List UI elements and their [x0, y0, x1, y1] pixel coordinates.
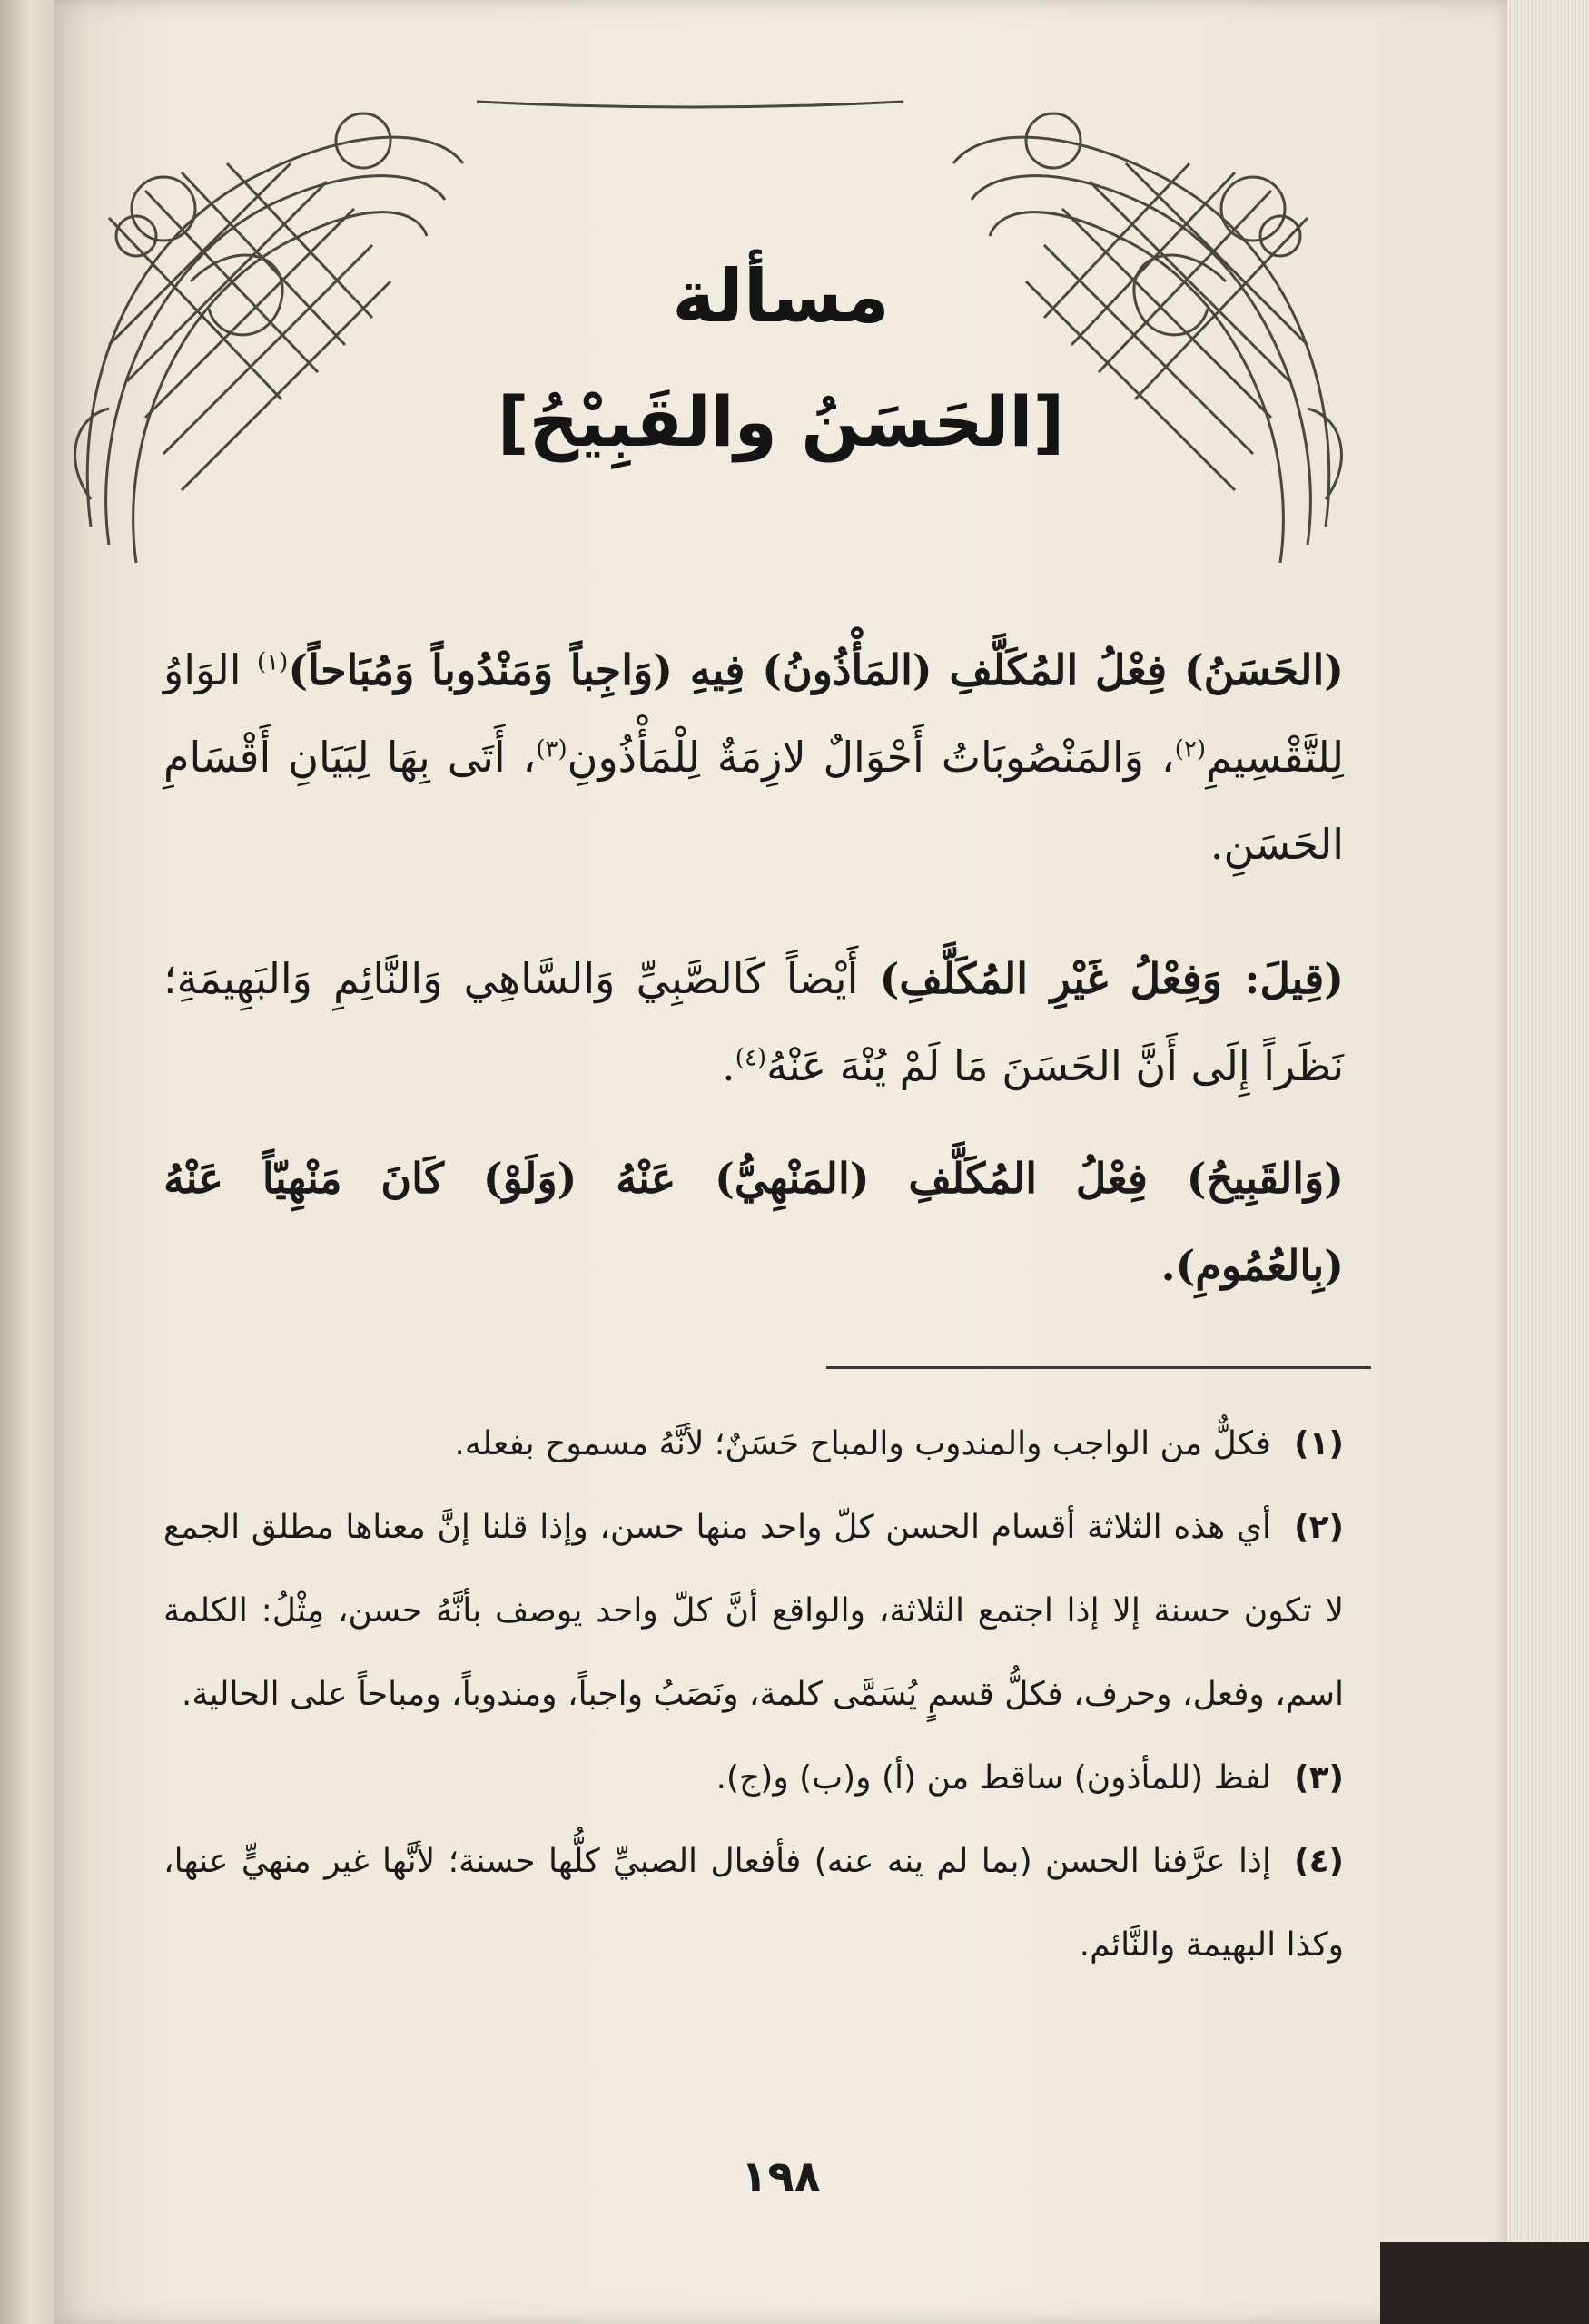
footnote-ref-4: (٤) [735, 1044, 767, 1072]
footnote-ref-3: (٣) [536, 735, 568, 763]
para2-part0: (قِيلَ: وَفِعْلُ غَيْرِ المُكَلَّفِ) [879, 954, 1345, 1003]
footnote-text: إذا عرَّفنا الحسن (بما لم ينه عنه) فأفعال الصبيِّ كلُّها حسنة؛ لأنَّها غير منهيٍّ عنها، وكذا البهيمة والنَّائم. [163, 1843, 1344, 1964]
footnote-number: (١) [1294, 1425, 1344, 1462]
para3-part0: (وَالقَبِيحُ) فِعْلُ المُكَلَّفِ (المَنْهِيُّ) عَنْهُ (وَلَوْ) كَانَ مَنْهِيّاً عَنْهُ (بِالعُمُومِ). [163, 1154, 1344, 1290]
para1-part4: ، وَالمَنْصُوبَاتُ أَحْوَالٌ لازِمَةٌ لِلْمَأْذُونِ [567, 733, 1175, 782]
footnote-number: (٢) [1294, 1509, 1344, 1546]
footnote-number: (٤) [1294, 1843, 1344, 1880]
para2-part3: . [722, 1041, 735, 1090]
footnote-text: فكلٌّ من الواجب والمندوب والمباح حَسَنٌ؛ لأنَّهُ مسموح بفعله. [454, 1425, 1271, 1462]
footnote-ref-2: (٢) [1174, 735, 1207, 763]
footnote-ref-1: (١) [257, 648, 289, 676]
footnote-2 [163, 1486, 1344, 1737]
para2-part1: أَيْضاً كَالصَّبِيِّ وَالسَّاهِي وَالنَّائِمِ وَالبَهِيمَةِ؛ نَظَراً إِلَى أَنَّ الحَسَنَ مَا لَمْ يُنْهَ عَنْهُ [163, 954, 1344, 1090]
para1-part0: (الحَسَنُ) فِعْلُ المُكَلَّفِ (المَأْذُونُ) فِيهِ (وَاجِباً وَمَنْدُوباً وَمُبَاحاً) [288, 645, 1344, 694]
background-surface [1380, 2242, 1589, 2324]
footnote-text: لفظ (للمأذون) ساقط من (أ) و(ب) و(ج). [716, 1759, 1271, 1797]
book-page [54, 0, 1507, 2324]
footnote-3 [163, 1737, 1344, 1820]
footnote-number: (٣) [1294, 1759, 1344, 1797]
footnotes [163, 1403, 1344, 1987]
paragraph-3 [163, 1135, 1344, 1309]
paragraph-1 [163, 626, 1344, 888]
chapter-subtitle: [الحَسَنُ والقَبِيْحُ] [497, 381, 1065, 462]
paragraph-2 [163, 935, 1344, 1109]
footnote-1 [163, 1403, 1344, 1486]
page-number: ١٩٨ [741, 2152, 821, 2202]
footnote-separator [826, 1366, 1371, 1369]
left-page-edge [0, 0, 54, 2324]
footnote-text: أي هذه الثلاثة أقسام الحسن كلّ واحد منها حسن، وإذا قلنا إنَّ معناها مطلق الجمع لا تكون حسنة إلا إذا اجتمع الثلاثة، والواقع أنَّ كلّ واحد يوصف بأنَّهُ حسن، مِثْلُ: الكلمة اسم، وفعل، وحرف، فكلُّ قسمٍ يُسَمَّى كلمة، ونَصَبُ واجباً، ومندوباً، ومباحاً على الحالية. [163, 1509, 1344, 1713]
page-stack-edge [1507, 0, 1589, 2251]
para1-part6: ، أَتَى بِهَا لِبَيَانِ أَقْسَامِ الحَسَنِ. [163, 733, 1344, 869]
chapter-title: مسألة [672, 254, 890, 339]
footnote-4 [163, 1820, 1344, 1987]
para1-part2: الوَاوُ لِلتَّقْسِيمِ [163, 645, 1344, 782]
